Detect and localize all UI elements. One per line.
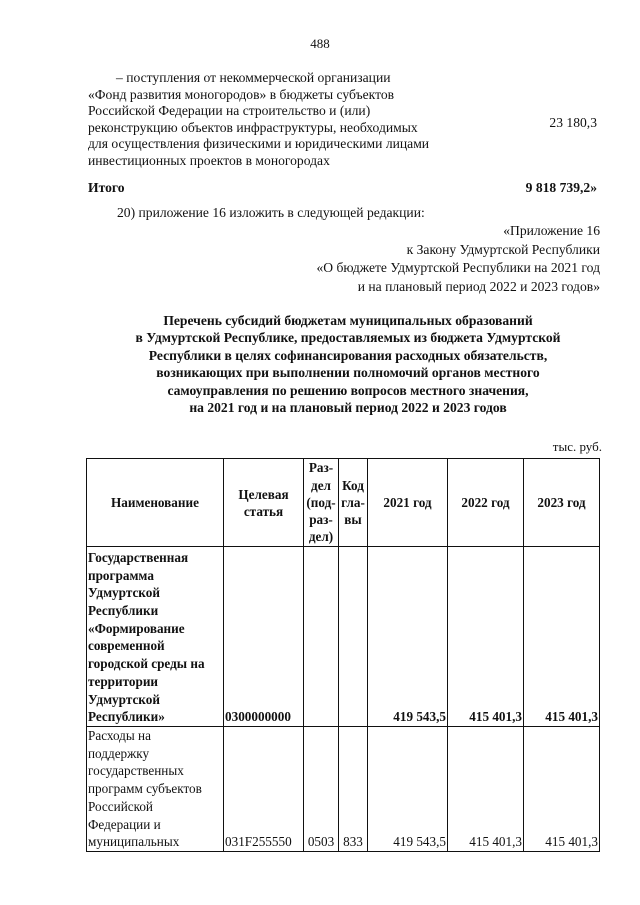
row-2021: 419 543,5: [368, 547, 448, 727]
intro-line: «Фонд развития моногородов» в бюджеты субъектов: [88, 86, 395, 102]
table-row: [87, 727, 600, 852]
header-name: Наименование: [87, 459, 224, 547]
row-2021: 419 543,5: [368, 727, 448, 852]
intro-line: инвестиционных проектов в моногородах: [88, 152, 330, 168]
header-section: Раз- дел (под- раз- дел): [304, 459, 339, 547]
header-target: Целевая статья: [224, 459, 304, 547]
title-line: в Удмуртской Республике, предоставляемых из бюджета Удмуртской: [135, 330, 561, 346]
total-amount: 9 818 739,2»: [525, 180, 597, 195]
row-name: Государственная программа Удмуртской Республики «Формирование современной городской среды на территории Удмуртской Республики»: [87, 547, 224, 727]
row-code: [339, 547, 368, 727]
table-row: [87, 547, 600, 727]
units-label: тыс. руб.: [552, 439, 602, 454]
title-line: возникающих при выполнении полномочий органов местного: [156, 365, 540, 381]
document-title: [88, 312, 608, 416]
appendix-line: к Закону Удмуртской Республики: [406, 241, 600, 257]
row-target: 0300000000: [224, 547, 304, 727]
row-2022: 415 401,3: [448, 547, 524, 727]
total-label: Итого: [88, 180, 125, 195]
appendix-line: «О бюджете Удмуртской Республики на 2021 год: [316, 260, 600, 276]
header-2023: 2023 год: [524, 459, 600, 547]
title-line: Перечень субсидий бюджетам муниципальных образований: [163, 313, 533, 328]
title-line: на 2021 год и на плановый период 2022 и 2023 годов: [189, 400, 507, 416]
header-2022: 2022 год: [448, 459, 524, 547]
intro-text: [88, 70, 488, 170]
title-line: Республики в целях софинансирования расходных обязательств,: [148, 347, 548, 363]
page-number: 488: [310, 36, 330, 51]
row-section: 0503: [304, 727, 339, 852]
title-line: самоуправления по решению вопросов местного значения,: [167, 382, 529, 398]
appendix-line: и на плановый период 2022 и 2023 годов»: [357, 278, 600, 294]
intro-line: для осуществления физическими и юридическими лицами: [88, 136, 430, 152]
row-2022: 415 401,3: [448, 727, 524, 852]
row-code: 833: [339, 727, 368, 852]
row-2023: 415 401,3: [524, 547, 600, 727]
intro-line: – поступления от некоммерческой организации: [116, 70, 391, 85]
header-code: Код гла- вы: [339, 459, 368, 547]
header-2021: 2021 год: [368, 459, 448, 547]
amendment-instruction: 20) приложение 16 изложить в следующей редакции:: [117, 205, 425, 220]
intro-line: Российской Федерации на строительство и (или): [88, 103, 371, 119]
row-2023: 415 401,3: [524, 727, 600, 852]
row-name: Расходы на поддержку государственных программ субъектов Российской Федерации и муниципальных: [87, 727, 224, 852]
appendix-line: «Приложение 16: [503, 223, 600, 238]
table-header-row: [87, 459, 600, 547]
row-section: [304, 547, 339, 727]
appendix-header: [316, 222, 600, 296]
intro-amount: 23 180,3: [549, 115, 597, 130]
row-target: 031F255550: [224, 727, 304, 852]
subsidies-table: [86, 458, 600, 852]
intro-line: реконструкцию объектов инфраструктуры, необходимых: [88, 119, 418, 135]
